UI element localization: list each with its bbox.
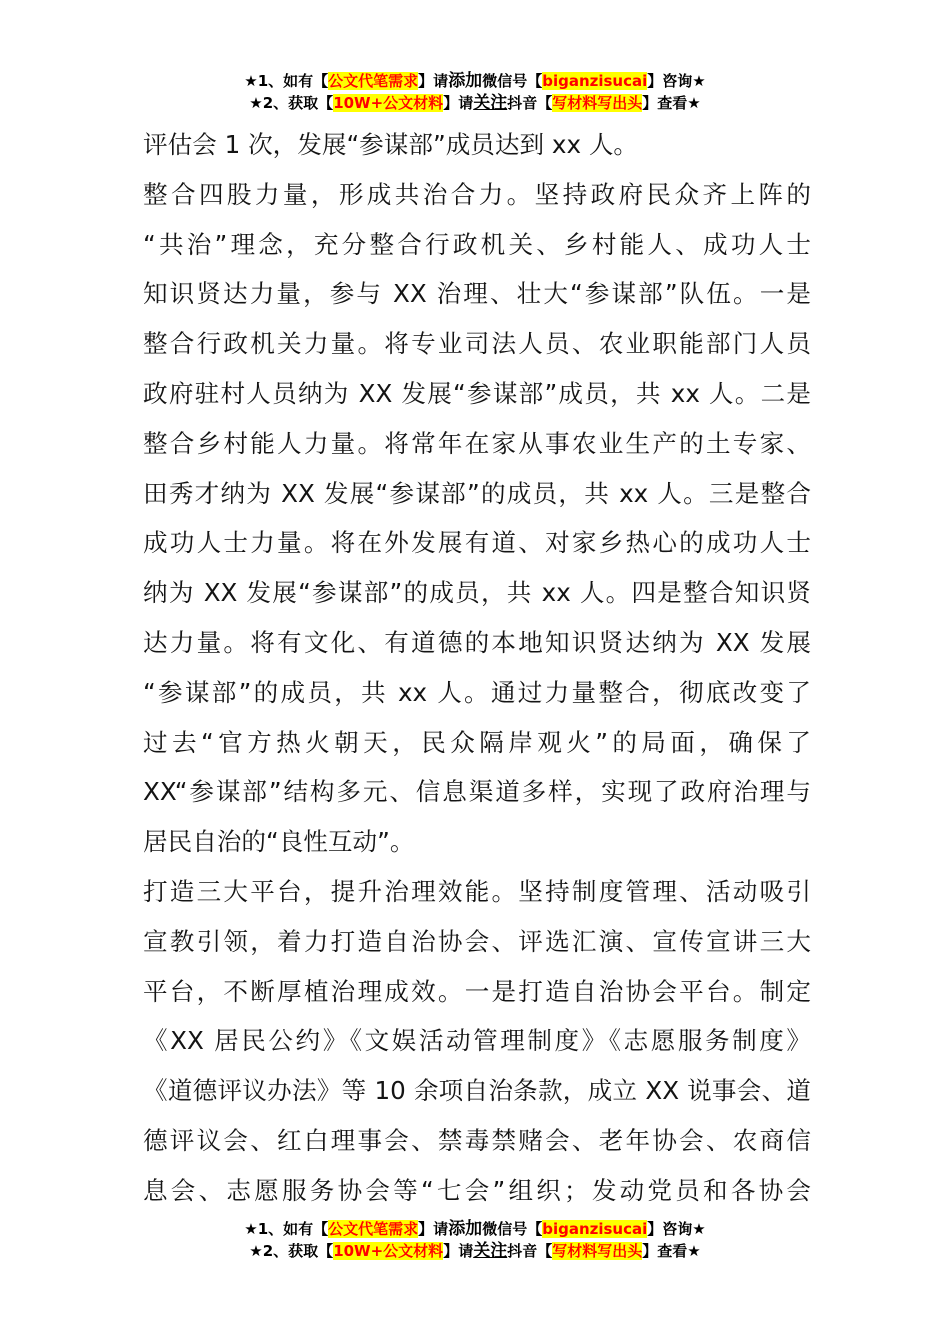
banner-line-1 <box>0 70 950 92</box>
banner-text: 抖音【 <box>507 94 553 112</box>
banner-text: ★2、获取【 <box>249 1242 334 1260</box>
body-line: 达力量。将有文化、有道德的本地知识贤达纳为 XX 发展 <box>143 627 811 657</box>
body-line: 打造三大平台，提升治理效能。坚持制度管理、活动吸引 <box>143 876 811 906</box>
wechat-id-highlight: biganzisucai <box>542 72 648 90</box>
body-line: XX“参谋部”结构多元、信息渠道多样，实现了政府治理与 <box>143 777 811 807</box>
highlight-text: 公文代笔需求 <box>328 1220 419 1238</box>
banner-text: 】请 <box>443 94 474 112</box>
document-body <box>143 120 811 1216</box>
body-line: 整合四股力量，形成共治合力。坚持政府民众齐上阵的 <box>143 179 811 209</box>
banner-text: 】查看★ <box>642 94 701 112</box>
douyin-id-highlight: 写材料写出头 <box>552 94 643 112</box>
douyin-id-highlight: 写材料写出头 <box>552 1242 643 1260</box>
footer-banner <box>0 1218 950 1262</box>
body-line: “共治”理念，充分整合行政机关、乡村能人、成功人士 <box>143 229 811 259</box>
banner-text: 】查看★ <box>642 1242 701 1260</box>
banner-text: 】请 <box>418 1220 449 1238</box>
body-line: 《XX 居民公约》《文娱活动管理制度》《志愿服务制度》 <box>143 1026 811 1056</box>
banner-line-2 <box>0 92 950 114</box>
emphasis-text: 关注 <box>473 1241 508 1261</box>
body-line: 平台，不断厚植治理成效。一是打造自治协会平台。制定 <box>143 976 811 1006</box>
banner-text: 微信号【 <box>482 1220 543 1238</box>
banner-line-2 <box>0 1240 950 1262</box>
wechat-id-highlight: biganzisucai <box>542 1220 648 1238</box>
body-line: 过去“官方热火朝天，民众隔岸观火”的局面，确保了 <box>143 727 811 757</box>
header-banner <box>0 70 950 114</box>
highlight-text: 10W+公文材料 <box>333 1242 444 1260</box>
body-line: 《道德评议办法》等 10 余项自治条款，成立 XX 说事会、道 <box>143 1076 811 1106</box>
banner-text: 】咨询★ <box>647 72 706 90</box>
emphasis-text: 添加 <box>448 71 483 91</box>
emphasis-text: 关注 <box>473 93 508 113</box>
body-line: 德评议会、红白理事会、禁毒禁赌会、老年协会、农商信 <box>143 1125 811 1155</box>
banner-text: 微信号【 <box>482 72 543 90</box>
body-line: 宣教引领，着力打造自治协会、评选汇演、宣传宣讲三大 <box>143 926 811 956</box>
body-line: 居民自治的“良性互动”。 <box>143 827 415 857</box>
banner-text: ★1、如有【 <box>244 1220 329 1238</box>
banner-line-1 <box>0 1218 950 1240</box>
emphasis-text: 添加 <box>448 1219 483 1239</box>
banner-text: ★2、获取【 <box>249 94 334 112</box>
banner-text: 抖音【 <box>507 1242 553 1260</box>
body-line: 评估会 1 次，发展“参谋部”成员达到 xx 人。 <box>143 130 639 159</box>
banner-text: 】咨询★ <box>647 1220 706 1238</box>
body-line: 成功人士力量。将在外发展有道、对家乡热心的成功人士 <box>143 528 811 558</box>
highlight-text: 公文代笔需求 <box>328 72 419 90</box>
highlight-text: 10W+公文材料 <box>333 94 444 112</box>
body-line: 息会、志愿服务协会等“七会”组织；发动党员和各协会 <box>143 1175 811 1205</box>
body-line: 政府驻村人员纳为 XX 发展“参谋部”成员，共 xx 人。二是 <box>143 378 811 408</box>
banner-text: ★1、如有【 <box>244 72 329 90</box>
body-line: 知识贤达力量，参与 XX 治理、壮大“参谋部”队伍。一是 <box>143 279 811 309</box>
banner-text: 】请 <box>418 72 449 90</box>
banner-text: 】请 <box>443 1242 474 1260</box>
body-line: 整合乡村能人力量。将常年在家从事农业生产的土专家、 <box>143 428 811 458</box>
body-line: “参谋部”的成员，共 xx 人。通过力量整合，彻底改变了 <box>143 677 811 707</box>
body-line: 纳为 XX 发展“参谋部”的成员，共 xx 人。四是整合知识贤 <box>143 578 811 608</box>
body-line: 整合行政机关力量。将专业司法人员、农业职能部门人员 <box>143 329 811 359</box>
body-line: 田秀才纳为 XX 发展“参谋部”的成员，共 xx 人。三是整合 <box>143 478 811 508</box>
